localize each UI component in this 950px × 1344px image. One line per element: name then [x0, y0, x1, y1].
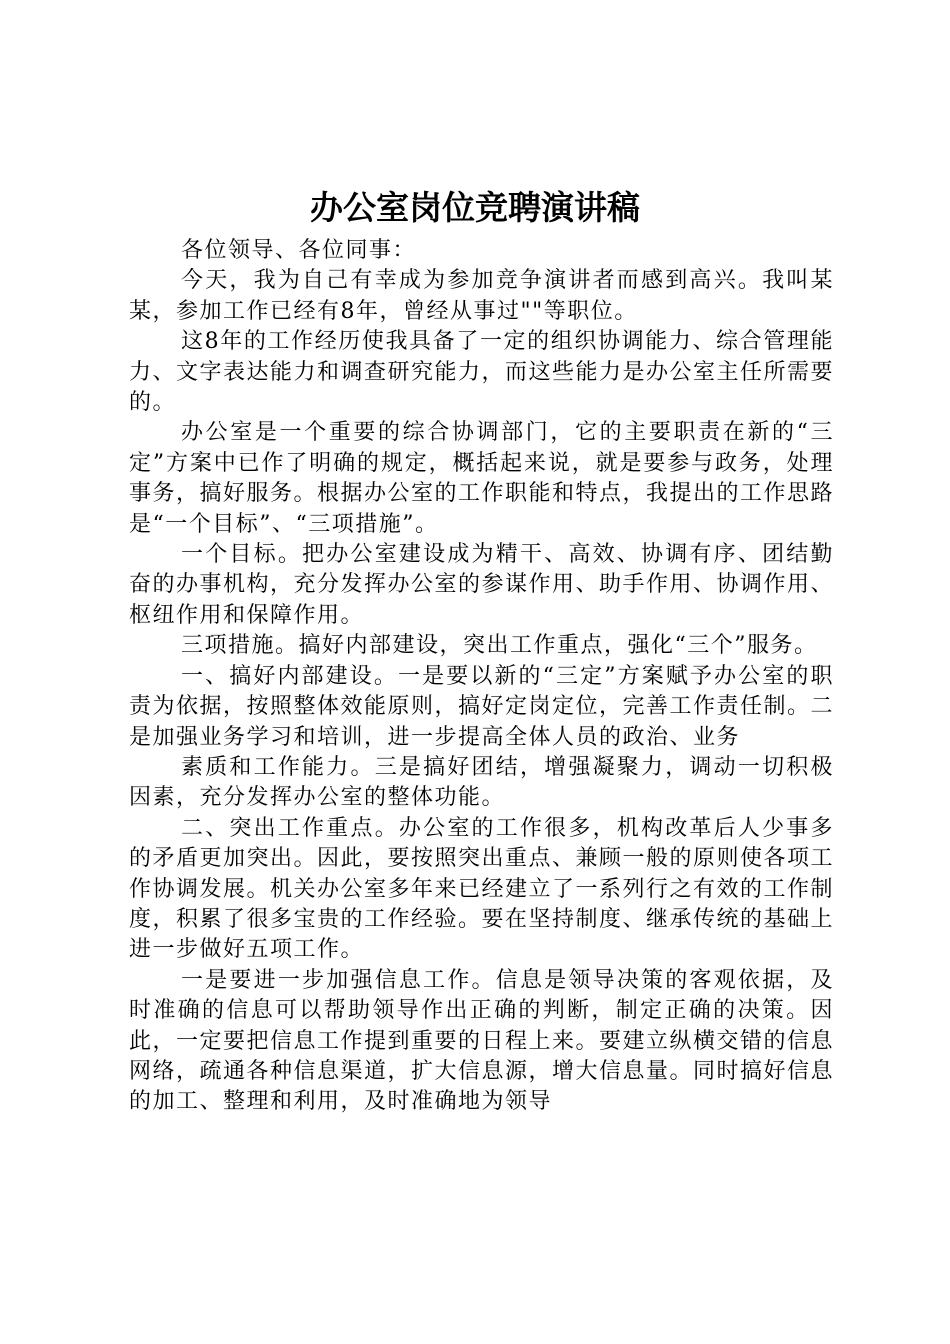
paragraph-information-work: 一是要进一步加强信息工作。信息是领导决策的客观依据，及时准确的信息可以帮助领导作出正确的判断，制定正确的决策。因此，一定要把信息工作提到重要的日程上来。要建立纵横交错的信息网络，疏通各种信息渠道，扩大信息源，增大信息量。同时搞好信息的加工、整理和利用，及时准确地为领导 [129, 967, 835, 1115]
document-body [129, 236, 834, 1118]
paragraph-intro: 今天，我为自己有幸成为参加竞争演讲者而感到高兴。我叫某某，参加工作已经有8年，曾经从事过""等职位。 [129, 268, 834, 324]
document-title: 办公室岗位竞聘演讲稿 [310, 188, 640, 227]
paragraph-goal: 一个目标。把办公室建设成为精干、高效、协调有序、团结勤奋的办事机构，充分发挥办公室的参谋作用、助手作用、协调作用、枢纽作用和保障作用。 [129, 542, 835, 628]
salutation: 各位领导、各位同事： [181, 238, 417, 263]
paragraph-internal-building: 一、搞好内部建设。一是要以新的“三定”方案赋予办公室的职责为依据，按照整体效能原则，搞好定岗定位，完善工作责任制。二是加强业务学习和培训，进一步提高全体人员的政治、业务 [129, 663, 835, 750]
paragraph-office-role: 办公室是一个重要的综合协调部门，它的主要职责在新的“三定”方案中已作了明确的规定，概括起来说，就是要参与政务，处理事务，搞好服务。根据办公室的工作职能和特点，我提出的工作思路是“一个目标”、“三项措施”。 [129, 420, 835, 537]
paragraph-measures: 三项措施。搞好内部建设，突出工作重点，强化“三个”服务。 [181, 633, 818, 659]
paragraph-key-work: 二、突出工作重点。办公室的工作很多，机构改革后人少事多的矛盾更加突出。因此，要按照突出重点、兼顾一般的原则使各项工作协调发展。机关办公室多年来已经建立了一系列行之有效的工作制度，积累了很多宝贵的工作经验。要在坚持制度、继承传统的基础上进一步做好五项工作。 [129, 815, 835, 963]
paragraph-experience: 这8年的工作经历使我具备了一定的组织协调能力、综合管理能力、文字表达能力和调查研究能力，而这些能力是办公室主任所需要的。 [129, 329, 835, 416]
paragraph-internal-building-cont: 素质和工作能力。三是搞好团结，增强凝聚力，调动一切积极因素，充分发挥办公室的整体功能。 [129, 754, 834, 811]
